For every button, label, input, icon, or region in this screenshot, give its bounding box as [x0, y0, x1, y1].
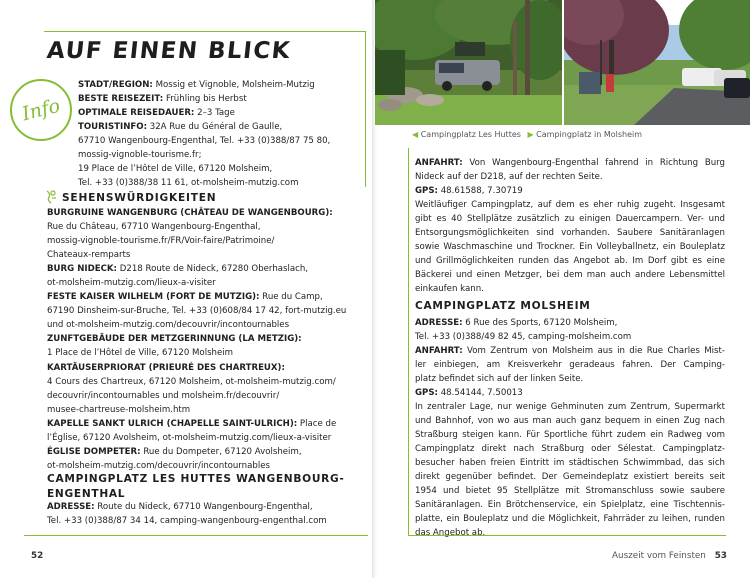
- sight-row-value: Chateaux-remparts: [47, 250, 131, 261]
- camp2-info-row: [415, 330, 725, 344]
- info-row-value: 19 Place de l’Hôtel de Ville, 67120 Molsheim,: [78, 164, 273, 175]
- frame-line-bottom-right: [408, 535, 726, 536]
- caption-les-huttes: Campingplatz Les Huttes: [420, 130, 521, 139]
- sight-row-value: Rue du Château, 67710 Wangenbourg-Engenthal,: [47, 222, 261, 233]
- sight-row: [47, 248, 369, 262]
- info-row-value: 2–3 Tage: [194, 108, 235, 119]
- info-row-value: Tel. +33 (0)388/38 11 61, ot-molsheim-mutzig.com: [78, 178, 299, 189]
- page-number-left: 52: [31, 551, 44, 561]
- sight-row: [47, 445, 369, 459]
- anfahrt-row: [415, 156, 725, 170]
- camp2-body-line: direkt gegenüber befindet. Der Gemeindeplatz existiert bereits seit: [415, 472, 725, 483]
- info-row-value: 32A Rue du Général de Gaulle,: [147, 122, 283, 133]
- anfahrt-row-value: 48.61588, 7.30719: [437, 186, 523, 197]
- camp2-body-line: platte, ein Bouleplatz und die Möglichkeit, Fahrräder zu leihen, runden: [415, 514, 725, 525]
- camp1-body-line: Bäckerei und einen Metzger, bei dem man auch andere Lebensmittel: [415, 270, 725, 281]
- camp2-description: [415, 400, 725, 540]
- sight-row-key: KARTÄUSERPRIORAT (PRIEURÉ DES CHARTREUX):: [47, 362, 285, 373]
- sight-row: [47, 318, 369, 332]
- camp1-row-key: ADRESSE:: [47, 502, 95, 512]
- anfahrt-row-value: Von Wangenbourg-Engenthal fahrend in Richtung Burg: [462, 158, 725, 168]
- caption-molsheim: Campingplatz in Molsheim: [536, 130, 643, 139]
- photo-campingplatz-les-huttes: [375, 0, 562, 125]
- info-row: [78, 162, 366, 176]
- arrow-left-icon: ◀: [412, 130, 419, 139]
- sight-row: [47, 234, 369, 248]
- sight-row-key: ZUNFTGEBÄUDE DER METZGERINNUNG (LA METZIG):: [47, 334, 302, 345]
- sightseeing-icon: [44, 189, 58, 205]
- camp2-info-row-key: ADRESSE:: [415, 318, 463, 328]
- info-row: [78, 120, 366, 134]
- sight-row: [47, 403, 369, 417]
- camp2-info-row-value: Vom Zentrum von Molsheim aus in die Rue Charles Mist-: [462, 346, 725, 357]
- info-badge: [10, 79, 72, 141]
- sight-row: [47, 206, 369, 220]
- camp2-info-row-key: ANFAHRT:: [415, 346, 463, 357]
- sight-row: [47, 361, 369, 375]
- camp2-body-line: In zentraler Lage, nur wenige Gehminuten zum Zentrum, Supermarkt: [415, 402, 725, 412]
- anfahrt-row: [415, 170, 725, 184]
- camp2-info: [415, 316, 725, 400]
- camp2-body-line: das Angebot ab.: [415, 528, 486, 539]
- camp1-body-line: und Grillmöglichkeiten runden das Angebot ab. Im Dorf gibt es eine: [415, 256, 725, 267]
- photo-les-huttes-image: [375, 0, 562, 125]
- page-title: AUF EINEN BLICK: [45, 38, 293, 64]
- sight-row: [47, 375, 369, 389]
- sight-row-value: musee-chartreuse-molsheim.htm: [47, 404, 191, 415]
- camp2-heading: CAMPINGPLATZ MOLSHEIM: [415, 300, 591, 312]
- sight-row-value: Rue du Camp,: [259, 292, 323, 303]
- sights-list: [47, 206, 369, 473]
- sight-row: [47, 346, 369, 360]
- info-row: [78, 176, 366, 190]
- camp2-body-line: Campingplatz direkt nach Straßburg oder Sélestat. Campingplatz-: [415, 444, 725, 455]
- camp2-info-row-value: ler einbiegen, am Kreisverkehr geradeaus fahren. Der Camping-: [415, 360, 725, 371]
- info-badge-label: Info: [19, 94, 63, 126]
- frame-line-top: [44, 31, 366, 32]
- info-row-value: Mossig et Vignoble, Molsheim-Mutzig: [152, 80, 315, 90]
- photo-molsheim-image: [564, 0, 750, 125]
- sight-row-key: KAPELLE SANKT ULRICH (CHAPELLE SAINT-ULRICH):: [47, 418, 298, 429]
- frame-line-right-page-left: [408, 148, 409, 536]
- sight-row-value: mossig-vignoble-tourisme.fr/FR/Voir-faire/Patrimoine/: [47, 236, 275, 247]
- info-row-value: Frühling bis Herbst: [163, 94, 247, 105]
- camp1-body-line: Weitläufiger Campingplatz, auf dem es eher ruhig zugeht. Insgesamt: [415, 200, 725, 210]
- camp1-directions: [415, 156, 725, 198]
- camp2-info-row-value: Tel. +33 (0)388/49 82 45, camping-molsheim.com: [415, 332, 632, 343]
- sight-row: [47, 290, 369, 304]
- info-row-key: STADT/REGION:: [78, 80, 153, 90]
- sight-row-value: 1 Place de l’Hôtel de Ville, 67120 Molsheim: [47, 348, 234, 359]
- photo-captions: [412, 130, 642, 139]
- anfahrt-row: [415, 184, 725, 198]
- camp1-body-line: gibt es 40 Stellplätze zusätzlich zu einigen Dauercampern. Ver- und: [415, 214, 725, 225]
- camp1-body-line: Entsorgungsmöglichkeiten sind vorhanden. Saubere Sanitäranlagen: [415, 228, 725, 239]
- camp2-body-line: Straßburg steigen kann. Für Sportliche führt zudem ein Radweg vom: [415, 430, 725, 441]
- info-row-key: BESTE REISEZEIT:: [78, 94, 164, 105]
- sight-row-value: decouvrir/incontournables und molsheim.fr/decouvrir/: [47, 390, 280, 401]
- camp2-info-row-value: platz befindet sich auf der linken Seite.: [415, 374, 584, 385]
- info-block: [78, 78, 366, 190]
- arrow-right-icon: ▶: [527, 130, 534, 139]
- info-row: [78, 134, 366, 148]
- sight-row: [47, 431, 369, 445]
- camp2-info-row: [415, 386, 725, 400]
- sight-row-value: D218 Route de Nideck, 67280 Oberhaslach,: [117, 264, 309, 275]
- sight-row: [47, 332, 369, 346]
- camp1-row-value: Tel. +33 (0)388/87 34 14, camping-wangenbourg-engenthal.com: [47, 516, 327, 527]
- camp1-description: [415, 198, 725, 296]
- info-row: [78, 92, 366, 106]
- camp1-row: [47, 514, 367, 528]
- sight-row: [47, 220, 369, 234]
- camp1-heading-line2: ENGENTHAL: [47, 488, 126, 500]
- sight-row-value: l’Église, 67120 Avolsheim, ot-molsheim-mutzig.com/lieux-a-visiter: [47, 432, 332, 443]
- sight-row: [47, 459, 369, 473]
- sight-row: [47, 304, 369, 318]
- sight-row-value: Place de: [297, 418, 337, 429]
- info-row: [78, 78, 366, 92]
- camp1-row: [47, 500, 367, 514]
- sights-title: SEHENSWÜRDIGKEITEN: [62, 192, 217, 204]
- info-row-value: 67710 Wangenbourg-Engenthal, Tel. +33 (0)388/87 75 80,: [78, 136, 331, 147]
- camp2-body-line: Sanitäranlagen. Ein Brötchenservice, ein Spielplatz, eine Tischtennis-: [415, 500, 725, 511]
- camp1-row-value: Route du Nideck, 67710 Wangenbourg-Engenthal,: [94, 502, 313, 512]
- sight-row-key: BURGRUINE WANGENBURG (CHÂTEAU DE WANGENBOURG):: [47, 208, 333, 218]
- camp2-body-line: 1954 und bietet 95 Stellplätze mit Stromanschluss sowie saubere: [415, 486, 725, 497]
- camp2-info-row-value: 6 Rue des Sports, 67120 Molsheim,: [462, 318, 618, 328]
- sight-row-value: Rue du Dompeter, 67120 Avolsheim,: [140, 446, 302, 457]
- sight-row: [47, 262, 369, 276]
- camp2-body-line: und Bahnhof, von wo aus man auch ganz bequem in einen Zug nach: [415, 416, 725, 427]
- camp1-address: [47, 500, 367, 528]
- camp2-info-row: [415, 358, 725, 372]
- anfahrt-row-key: GPS:: [415, 186, 438, 197]
- sight-row-key: BURG NIDECK:: [47, 264, 117, 275]
- frame-line-bottom-left: [24, 535, 368, 536]
- camp2-info-row: [415, 316, 725, 330]
- footer-title: Auszeit vom Feinsten: [612, 551, 706, 561]
- sight-row-value: ot-molsheim-mutzig.com/decouvrir/incontournables: [47, 460, 270, 471]
- camp2-info-row-value: 48.54144, 7.50013: [437, 388, 523, 399]
- camp2-body-line: besucher haben freien Eintritt im städtischen Schwimmbad, das sich: [415, 458, 725, 469]
- anfahrt-row-key: ANFAHRT:: [415, 158, 463, 168]
- photo-campingplatz-molsheim: [564, 0, 750, 125]
- camp1-heading-line1: CAMPINGPLATZ LES HUTTES WANGENBOURG-: [47, 473, 345, 485]
- camp2-info-row: [415, 372, 725, 386]
- sight-row-key: FESTE KAISER WILHELM (FORT DE MUTZIG):: [47, 292, 260, 303]
- info-row: [78, 148, 366, 162]
- info-row-value: mossig-vignoble-tourisme.fr;: [78, 150, 202, 161]
- sight-row-key: ÉGLISE DOMPETER:: [47, 446, 141, 457]
- info-row: [78, 106, 366, 120]
- sight-row: [47, 389, 369, 403]
- camp1-body-line: einkaufen kann.: [415, 284, 484, 295]
- sight-row: [47, 276, 369, 290]
- sight-row: [47, 417, 369, 431]
- sight-row-value: 4 Cours des Chartreux, 67120 Molsheim, ot-molsheim-mutzig.com/: [47, 376, 336, 387]
- camp2-info-row: [415, 344, 725, 358]
- anfahrt-row-value: Nideck auf der D218, auf der rechten Seite.: [415, 172, 603, 183]
- page-number-right: 53: [714, 551, 727, 561]
- camp1-heading: [47, 472, 367, 502]
- camp2-info-row-key: GPS:: [415, 388, 438, 399]
- info-row-key: TOURISTINFO:: [78, 122, 148, 133]
- sight-row-value: ot-molsheim-mutzig.com/lieux-a-visiter: [47, 278, 216, 289]
- sight-row-value: und ot-molsheim-mutzig.com/decouvrir/incontournables: [47, 320, 290, 331]
- info-row-key: OPTIMALE REISEDAUER:: [78, 108, 195, 119]
- camp1-body-line: sowie Waschmaschine und Trockner. Ein Volleyballnetz, ein Bouleplatz: [415, 242, 725, 253]
- running-footer: [612, 551, 727, 561]
- sight-row-value: 67190 Dinsheim-sur-Bruche, Tel. +33 (0)608/84 17 42, fort-mutzig.eu: [47, 306, 347, 317]
